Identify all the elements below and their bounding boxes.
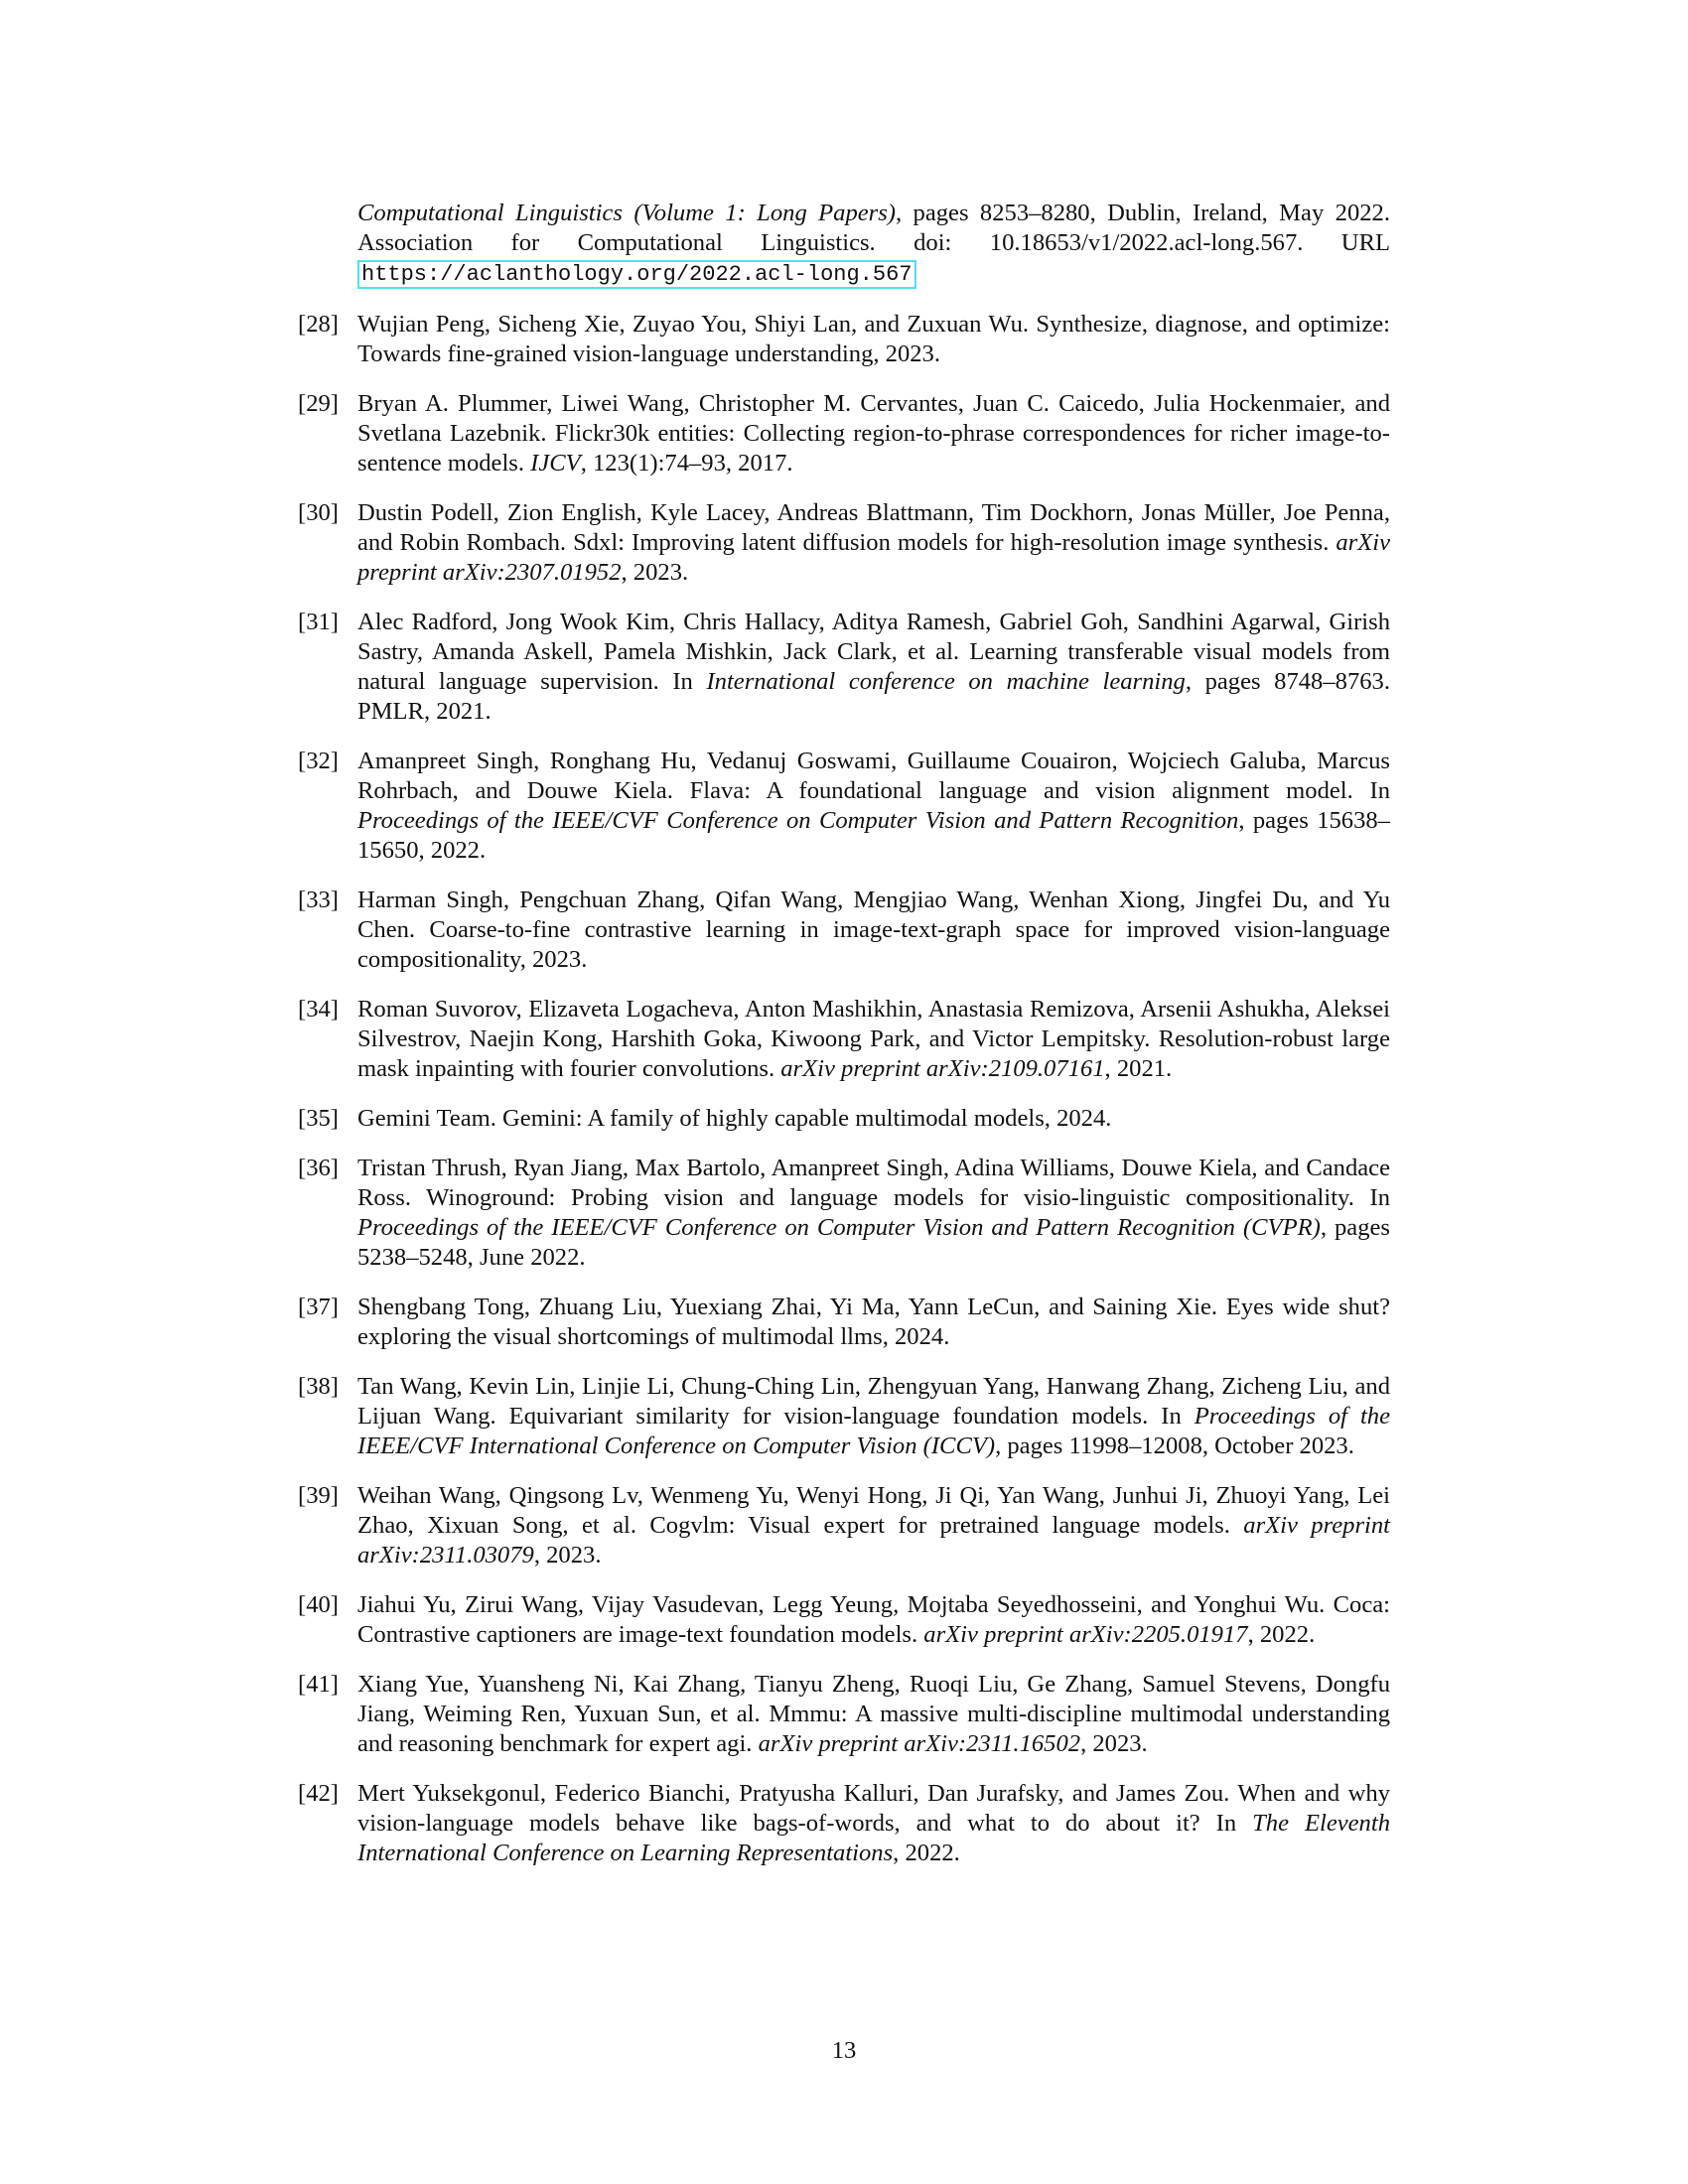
reference-item [298,886,1390,975]
reference-item [298,1779,1390,1868]
reference-number: [42] [298,1780,339,1807]
reference-number: [31] [298,609,339,635]
reference-text: , 2022. [1247,1621,1316,1648]
reference-item [298,1104,1390,1134]
reference-text: Tristan Thrush, Ryan Jiang, Max Bartolo, Amanpreet Singh, Adina Williams, Douwe Kiela, and Candace Ross. Winoground: Probing vision and language models for visio-linguistic compositionality. In [357,1155,1390,1211]
reference-number: [40] [298,1591,339,1618]
reference-number: [35] [298,1105,339,1132]
reference-venue: International conference on machine learning [706,668,1186,695]
reference-item [298,310,1390,369]
reference-body [357,1372,1390,1461]
reference-body [357,1104,1390,1134]
reference-body [357,886,1390,975]
reference-item [298,995,1390,1084]
reference-number: [36] [298,1155,339,1181]
reference-number: [41] [298,1671,339,1698]
reference-body [357,310,1390,369]
reference-body [357,1154,1390,1273]
reference-venue: Proceedings of the IEEE/CVF Conference on Computer Vision and Pattern Recognition (CVPR) [357,1214,1321,1241]
reference-body [357,747,1390,866]
reference-text: Mert Yuksekgonul, Federico Bianchi, Pratyusha Kalluri, Dan Jurafsky, and James Zou. When and why vision-language models behave like bags-of-words, and what to do about it? In [357,1780,1390,1837]
reference-body [357,498,1390,588]
doi-link[interactable]: https://aclanthology.org/2022.acl-long.567 [357,260,916,289]
reference-text: , 2022. [893,1840,960,1866]
reference-body [357,1481,1390,1570]
reference-text: , 2023. [1080,1730,1148,1757]
reference-text: , pages 11998–12008, October 2023. [995,1433,1354,1459]
reference-item [298,1670,1390,1759]
reference-venue: arXiv preprint arXiv:2109.07161 [780,1055,1105,1082]
reference-text: , 2023. [533,1542,602,1569]
reference-number: [33] [298,887,339,913]
reference-venue: Proceedings of the IEEE/CVF International Conference on Computer Vision (ICCV) [357,1403,1391,1459]
page-number: 13 [831,2037,857,2064]
reference-number: [30] [298,499,339,526]
reference-text: Roman Suvorov, Elizaveta Logacheva, Anton Mashikhin, Anastasia Remizova, Arsenii Ashukha, Aleksei Silvestrov, Naejin Kong, Harshith Goka, Kiwoong Park, and Victor Lempitsky. Resolution-robust large mask inpainting with fourier convolutions. [357,996,1390,1082]
reference-text: , 2023. [621,559,689,586]
reference-body [357,995,1390,1084]
reference-item [298,1293,1390,1352]
reference-text: , 2021. [1104,1055,1173,1082]
reference-text: , pages 5238–5248, June 2022. [357,1214,1390,1271]
reference-body [357,1293,1390,1352]
reference-text: Harman Singh, Pengchuan Zhang, Qifan Wang, Mengjiao Wang, Wenhan Xiong, Jingfei Du, and Yu Chen. Coarse-to-fine contrastive learning in image-text-graph space for improved vision-language compositionality, 2023. [357,887,1390,973]
reference-venue: Computational Linguistics (Volume 1: Long Papers) [357,200,896,226]
reference-item [298,1154,1390,1273]
reference-text: Bryan A. Plummer, Liwei Wang, Christopher M. Cervantes, Juan C. Caicedo, Julia Hockenmaier, and Svetlana Lazebnik. Flickr30k entities: Collecting region-to-phrase correspondences for richer image-to-sentence models. [357,390,1390,477]
reference-number: [28] [298,311,339,338]
reference-venue: IJCV [530,450,581,477]
reference-venue: arXiv preprint arXiv:2311.16502 [758,1730,1081,1757]
reference-number: [37] [298,1294,339,1320]
reference-text: Shengbang Tong, Zhuang Liu, Yuexiang Zhai, Yi Ma, Yann LeCun, and Saining Xie. Eyes wide shut? exploring the visual shortcomings of multimodal llms, 2024. [357,1294,1390,1350]
reference-text: Jiahui Yu, Zirui Wang, Vijay Vasudevan, Legg Yeung, Mojtaba Seyedhosseini, and Yonghui Wu. Coca: Contrastive captioners are image-text foundation models. [357,1591,1390,1648]
reference-item [298,1372,1390,1461]
reference-venue: arXiv preprint arXiv:2307.01952 [357,529,1390,586]
reference-text: Alec Radford, Jong Wook Kim, Chris Hallacy, Aditya Ramesh, Gabriel Goh, Sandhini Agarwal, Girish Sastry, Amanda Askell, Pamela Mishkin, Jack Clark, et al. Learning transferable visual models from natural language supervision. In [357,609,1390,695]
reference-venue: arXiv preprint arXiv:2205.01917 [923,1621,1248,1648]
reference-text: Gemini Team. Gemini: A family of highly capable multimodal models, 2024. [357,1105,1112,1132]
reference-item [298,747,1390,866]
reference-text: , pages 8748–8763. PMLR, 2021. [357,668,1390,725]
reference-text: , pages 15638–15650, 2022. [357,807,1390,864]
references-list [298,199,1390,1888]
reference-item [298,498,1390,588]
reference-venue: Proceedings of the IEEE/CVF Conference on Computer Vision and Pattern Recognition [357,807,1239,834]
reference-text: Amanpreet Singh, Ronghang Hu, Vedanuj Goswami, Guillaume Couairon, Wojciech Galuba, Marcus Rohrbach, and Douwe Kiela. Flava: A foundational language and vision alignment model. In [357,748,1390,804]
reference-entries [298,310,1390,1868]
reference-venue: arXiv preprint arXiv:2311.03079 [357,1512,1390,1569]
reference-27-continuation [298,199,1390,290]
reference-number: [34] [298,996,339,1023]
reference-body [357,389,1390,478]
reference-body [357,608,1390,727]
reference-text: Tan Wang, Kevin Lin, Linjie Li, Chung-Ching Lin, Zhengyuan Yang, Hanwang Zhang, Zicheng Liu, and Lijuan Wang. Equivariant similarity for vision-language foundation models. In [357,1373,1390,1430]
reference-body [357,1670,1390,1759]
reference-number: [29] [298,390,339,417]
reference-number: [32] [298,748,339,774]
reference-text: , pages 8253–8280, Dublin, Ireland, May 2022. Association for Computational Linguistics. doi: 10.18653/v1/2022.acl-long.567. URL [357,200,1390,256]
reference-text: Dustin Podell, Zion English, Kyle Lacey, Andreas Blattmann, Tim Dockhorn, Jonas Müller, Joe Penna, and Robin Rombach. Sdxl: Improving latent diffusion models for high-resolution image synthesis. [357,499,1390,556]
reference-number: [39] [298,1482,339,1509]
reference-text: Wujian Peng, Sicheng Xie, Zuyao You, Shiyi Lan, and Zuxuan Wu. Synthesize, diagnose, and optimize: Towards fine-grained vision-language understanding, 2023. [357,311,1390,367]
reference-item [298,1590,1390,1650]
reference-item [298,389,1390,478]
reference-venue: The Eleventh International Conference on Learning Representations [357,1810,1390,1866]
reference-text: Weihan Wang, Qingsong Lv, Wenmeng Yu, Wenyi Hong, Ji Qi, Yan Wang, Junhui Ji, Zhuoyi Yang, Lei Zhao, Xixuan Song, et al. Cogvlm: Visual expert for pretrained language models. [357,1482,1390,1539]
reference-item [298,608,1390,727]
reference-text: , 123(1):74–93, 2017. [580,450,793,477]
reference-number: [38] [298,1373,339,1400]
reference-body [357,1590,1390,1650]
reference-item [298,1481,1390,1570]
reference-body [357,1779,1390,1868]
reference-text: Xiang Yue, Yuansheng Ni, Kai Zhang, Tianyu Zheng, Ruoqi Liu, Ge Zhang, Samuel Stevens, Dongfu Jiang, Weiming Ren, Yuxuan Sun, et al. Mmmu: A massive multi-discipline multimodal understanding and reasoning benchmark for expert agi. [357,1671,1390,1757]
